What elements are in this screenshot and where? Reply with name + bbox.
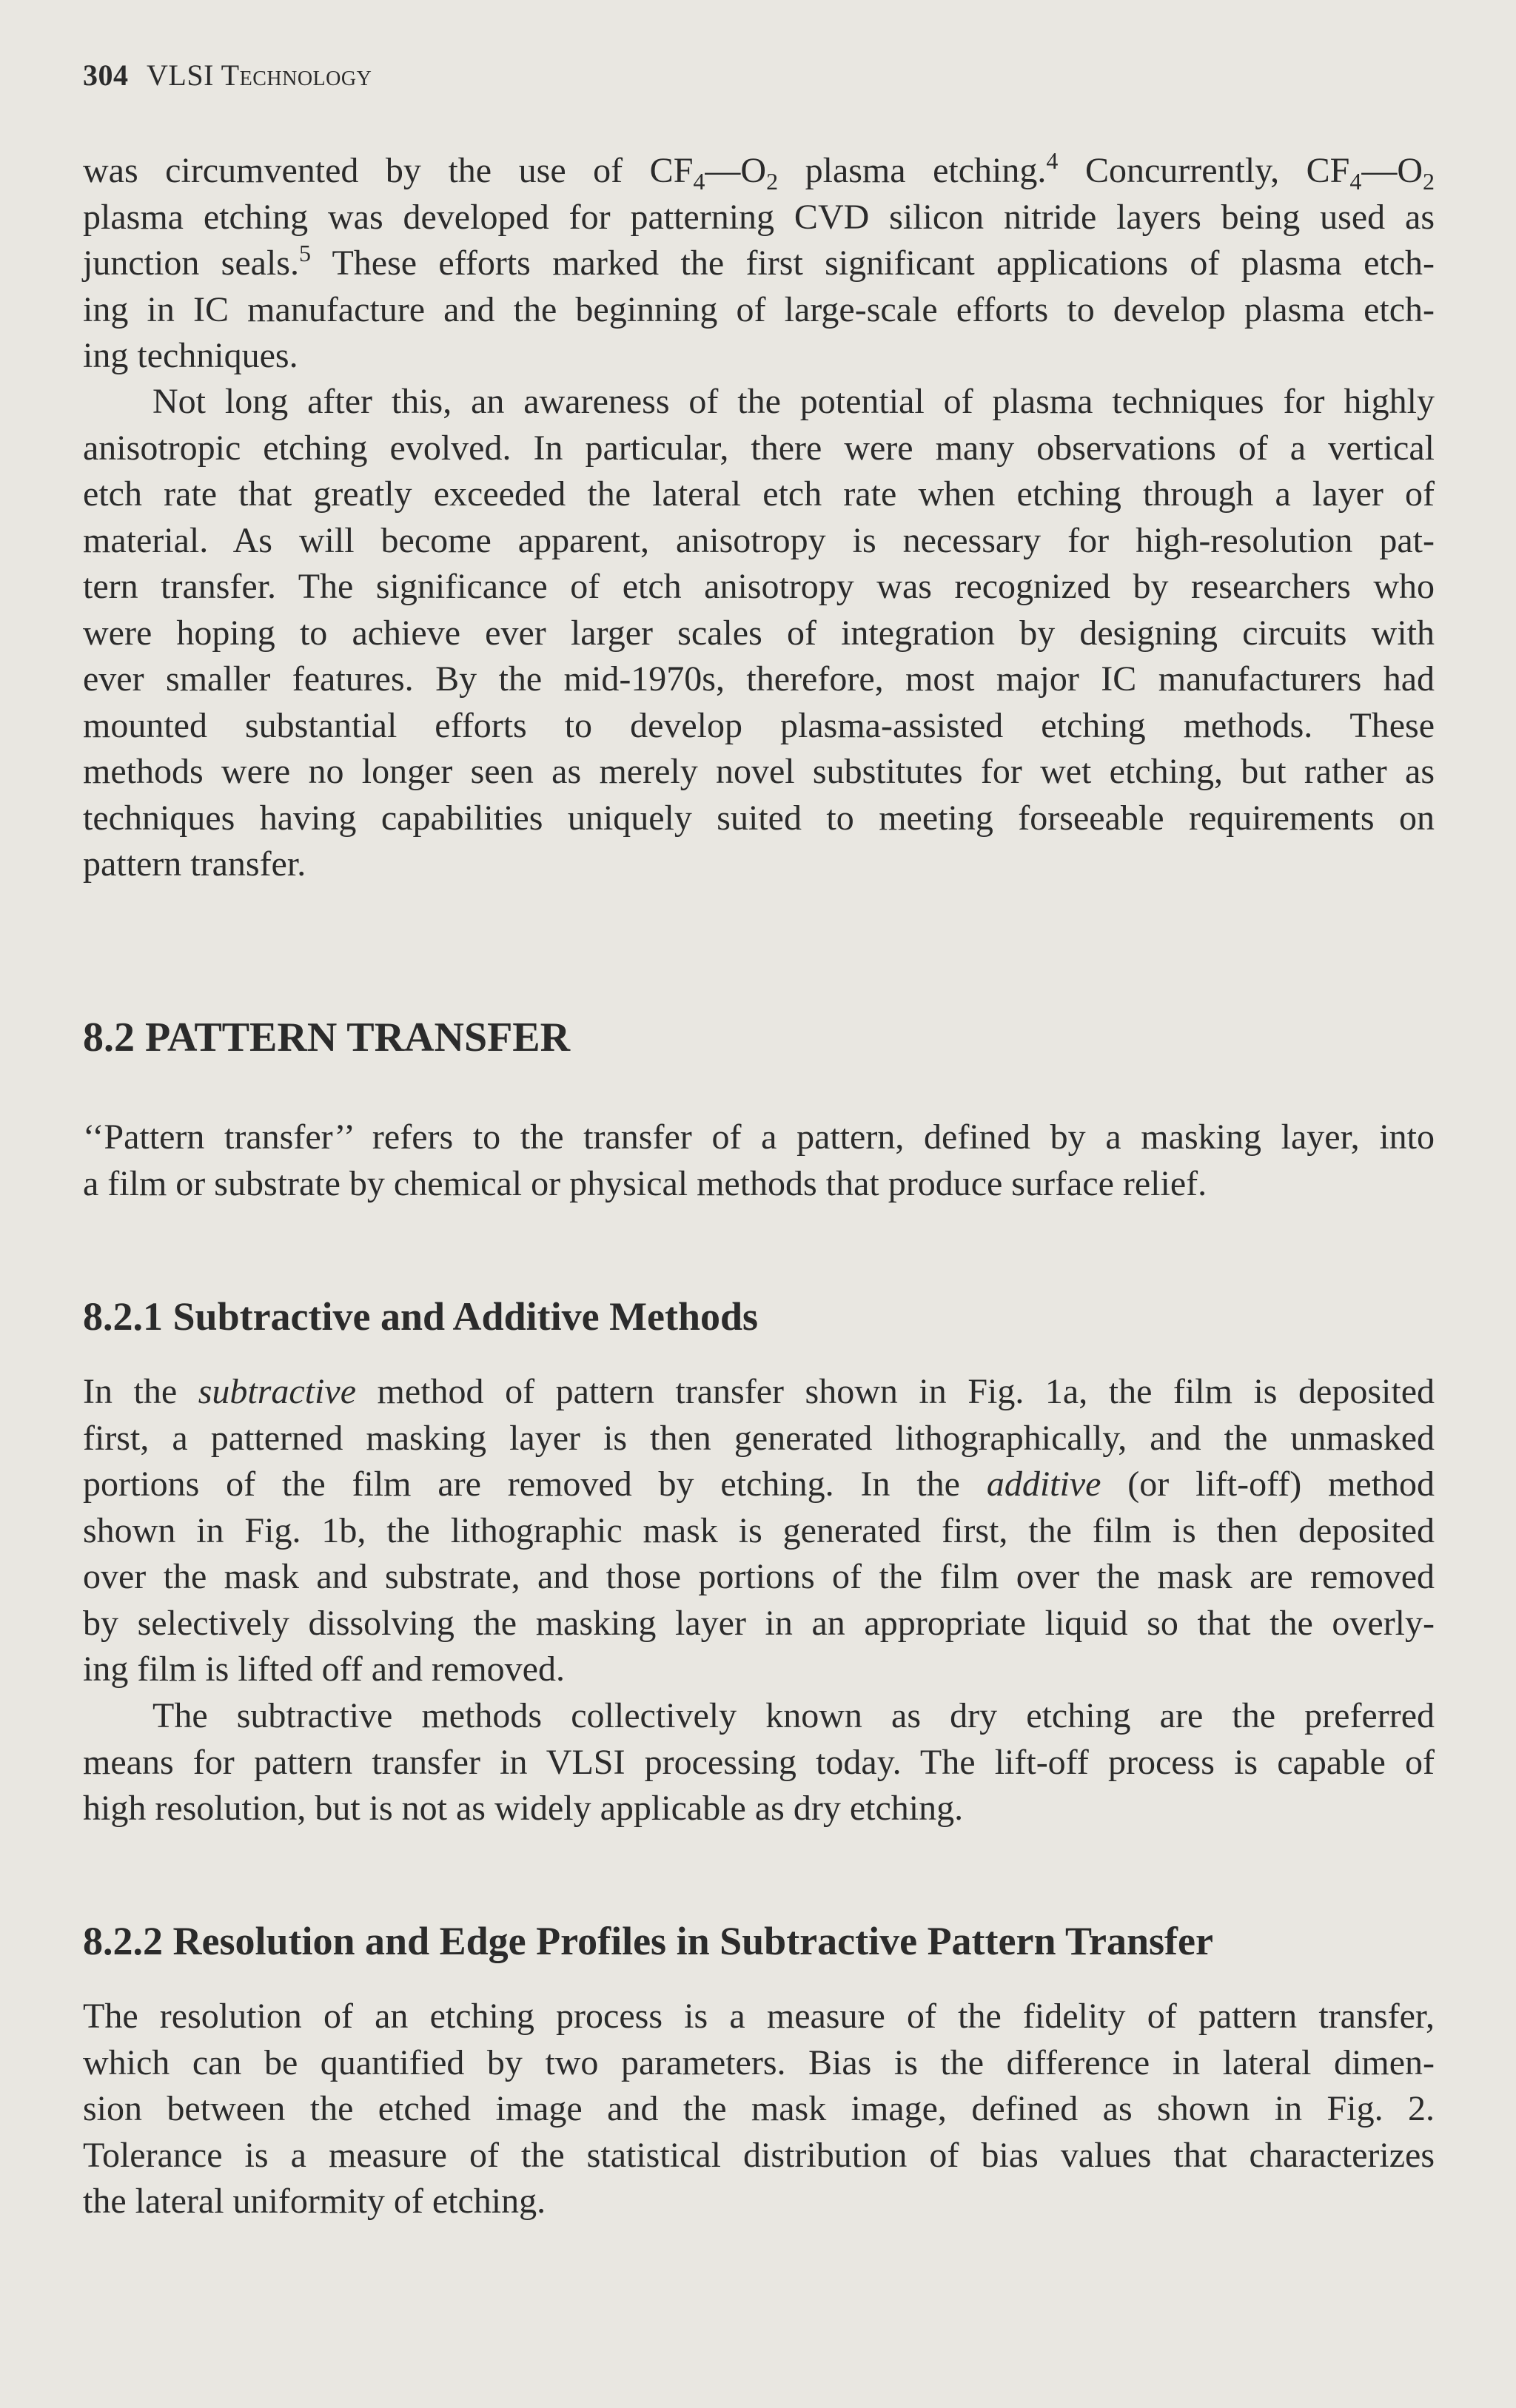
text-line: material. As will become apparent, anisotropy is necessary for high-resolution pat-: [83, 520, 1435, 560]
text-line: The subtractive methods collectively known as dry etching are the preferred: [152, 1696, 1435, 1735]
text-line: The resolution of an etching process is a measure of the fidelity of pattern transfer,: [83, 1997, 1435, 2036]
running-head: [83, 58, 372, 93]
text-line: Not long after this, an awareness of the potential of plasma techniques for highly: [152, 382, 1435, 421]
text-line: junction seals.$^5$ These efforts marked the first significant applications of plasma etch-: [83, 240, 1435, 283]
text-line: ‘‘Pattern transfer’’ refers to the transfer of a pattern, defined by a masking layer, into: [83, 1117, 1435, 1157]
text-line: plasma etching was developed for patterning CVD silicon nitride layers being used as: [83, 197, 1435, 237]
text-line: ing film is lifted off and removed.: [83, 1649, 565, 1689]
text-line: means for pattern transfer in VLSI processing today. The lift-off process is capable of: [83, 1742, 1435, 1782]
text-line: by selectively dissolving the masking layer in an appropriate liquid so that the overly-: [83, 1603, 1435, 1643]
section-8-2-1-paragraph-1: [83, 1369, 1435, 1693]
text-line: a film or substrate by chemical or physical methods that produce surface relief.: [83, 1163, 1207, 1203]
text-line: Tolerance is a measure of the statistical distribution of bias values that characterizes: [83, 2135, 1435, 2175]
section-title: 8.2 PATTERN TRANSFER: [83, 1015, 571, 1060]
intro-paragraph-1: [83, 148, 1435, 380]
section-heading-8-2: [83, 1014, 1435, 1061]
text-line: portions of the film are removed by etching. In the additive (or lift-off) method: [83, 1464, 1435, 1504]
running-title: VLSI Technology: [147, 58, 372, 92]
intro-paragraph-2: [83, 379, 1435, 888]
text-line: first, a patterned masking layer is then generated lithographically, and the unmasked: [83, 1418, 1435, 1458]
text-line: mounted substantial efforts to develop plasma-assisted etching methods. These: [83, 705, 1435, 745]
text-line: ever smaller features. By the mid-1970s, therefore, most major IC manufacturers had: [83, 659, 1435, 699]
text-line: over the mask and substrate, and those portions of the film over the mask are removed: [83, 1557, 1435, 1596]
text-line: the lateral uniformity of etching.: [83, 2182, 546, 2221]
text-line: ing techniques.: [83, 336, 298, 375]
text-line: high resolution, but is not as widely applicable as dry etching.: [83, 1789, 964, 1828]
text-line: anisotropic etching evolved. In particular, there were many observations of a vertical: [83, 428, 1435, 468]
text-line: techniques having capabilities uniquely suited to meeting forseeable requirements on: [83, 798, 1435, 838]
subsection-title: 8.2.1 Subtractive and Additive Methods: [83, 1294, 759, 1339]
page-number: 304: [83, 58, 129, 92]
section-8-2-paragraph: [83, 1114, 1435, 1207]
text-line: methods were no longer seen as merely novel substitutes for wet etching, but rather as: [83, 752, 1435, 791]
text-line: sion between the etched image and the mask image, defined as shown in Fig. 2.: [83, 2089, 1435, 2128]
section-8-2-2-paragraph: [83, 1994, 1435, 2225]
subsection-title: 8.2.2 Resolution and Edge Profiles in Subtractive Pattern Transfer: [83, 1919, 1213, 1963]
section-heading-8-2-2: [83, 1918, 1435, 1964]
text-line: which can be quantified by two parameters. Bias is the difference in lateral dimen-: [83, 2042, 1435, 2082]
text-line: shown in Fig. 1b, the lithographic mask is generated first, the film is then deposited: [83, 1510, 1435, 1550]
text-line: were hoping to achieve ever larger scales of integration by designing circuits with: [83, 613, 1435, 653]
text-line: was circumvented by the use of $CF_4—O_2$ plasma etching.$^4$ Concurrently, $CF_4—O_2$: [83, 147, 1435, 195]
text-line: tern transfer. The significance of etch anisotropy was recognized by researchers who: [83, 567, 1435, 606]
text-line: etch rate that greatly exceeded the lateral etch rate when etching through a layer of: [83, 474, 1435, 514]
text-line: In the subtractive method of pattern transfer shown in Fig. 1a, the film is deposited: [83, 1372, 1435, 1411]
text-line: ing in IC manufacture and the beginning of large-scale efforts to develop plasma etch-: [83, 289, 1435, 329]
section-8-2-1-paragraph-2: [83, 1693, 1435, 1832]
text-line: pattern transfer.: [83, 844, 306, 884]
section-heading-8-2-1: [83, 1294, 1435, 1339]
